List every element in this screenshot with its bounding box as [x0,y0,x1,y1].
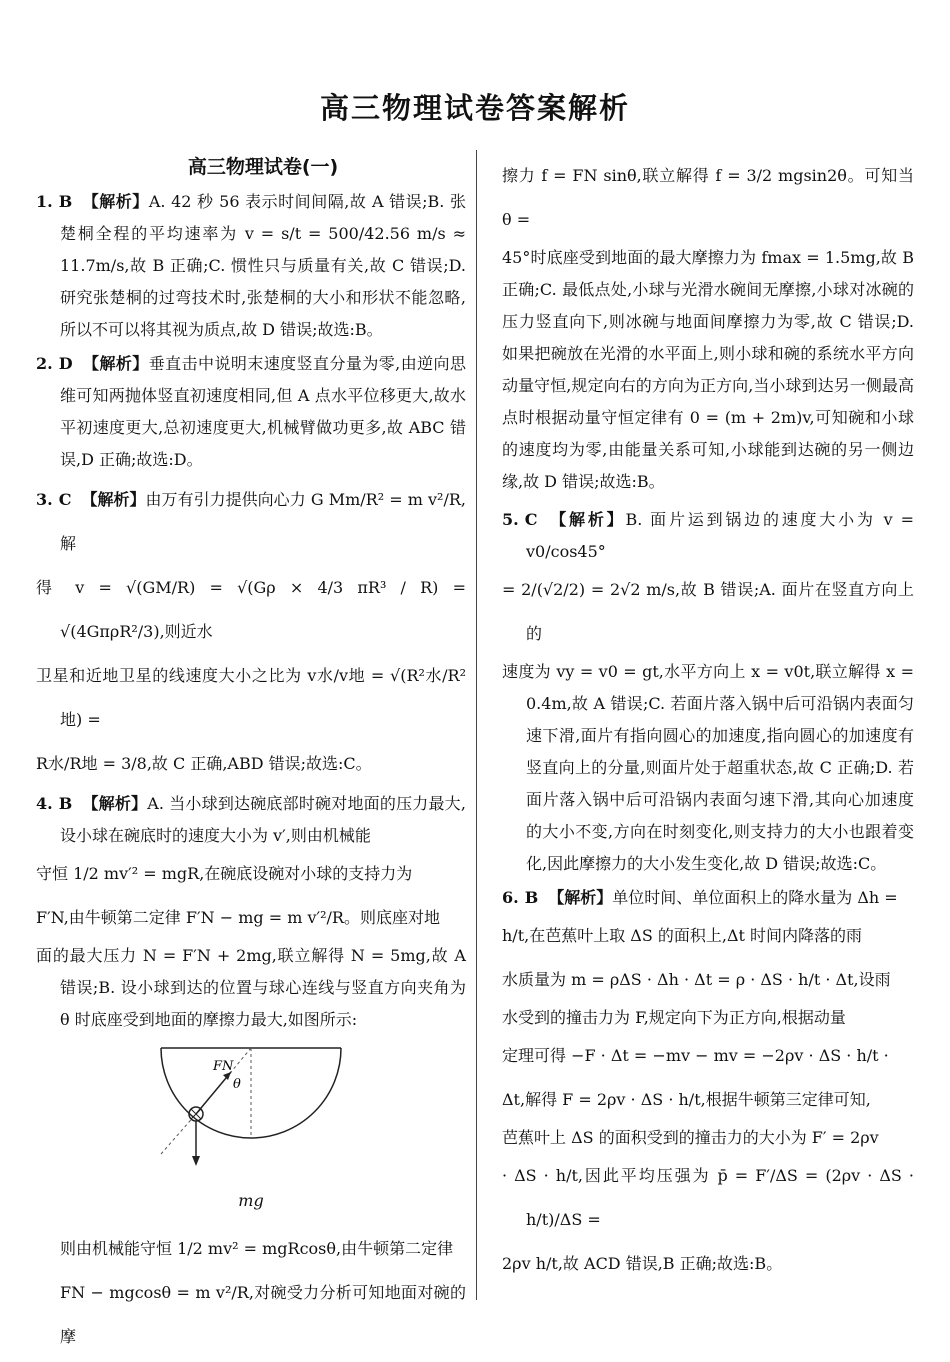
answer-letter: B [58,794,73,813]
question-6 [502,882,914,1286]
normal-force-arrow [196,1072,231,1114]
analysis-line: 面的最大压力 N = F′N + 2mg,联立解得 N = 5mg,故 A 错误;B. 设小球到达的位置与球心连线与竖直方向夹角为 θ 时底座受到地面的摩擦力最大,如图所示: [36,946,466,1029]
answer-letter: C [58,490,72,509]
question-4 [36,788,466,1036]
weight-label: mg [238,1191,264,1210]
question-number: 4. [36,794,53,813]
analysis-line: 则由机械能守恒 1/2 mv² = mgRcosθ,由牛顿第二定律 [60,1239,454,1258]
analysis-line: B. 面片运到锅边的速度大小为 v = v0/cos45° [526,510,914,561]
answer-letter: B [524,888,539,907]
analysis-line: h/t,在芭蕉叶上取 ΔS 的面积上,Δt 时间内降落的雨 [502,926,863,945]
analysis-tag: 【解析】 [548,888,613,907]
analysis-line: 定理可得 −F · Δt = −mv − mv = −2ρv · ΔS · h/t · [502,1046,889,1065]
analysis-line: 水受到的撞击力为 F,规定向下为正方向,根据动量 [502,1008,846,1027]
analysis-line: FN − mgcosθ = m v²/R,对碗受力分析可知地面对碗的摩 [60,1283,466,1346]
question-number: 3. [36,490,53,509]
analysis-tag: 【解析】 [547,510,626,529]
question-3 [36,478,466,786]
analysis-line: A. 当小球到达碗底部时碗对地面的压力最大,设小球在碗底时的速度大小为 v′,则由机械能 [60,794,466,845]
left-column [36,186,466,1361]
question-2 [36,348,466,476]
answer-letter: D [58,354,73,373]
question-4-tail [502,154,914,498]
right-column [502,154,914,1288]
page-title: 高三物理试卷答案解析 [319,91,630,125]
analysis-text: A. 42 秒 56 表示时间间隔,故 A 错误;B. 张楚桐全程的平均速率为 v = s/t = 500/42.56 m/s ≈ 11.7m/s,故 B 正确;C. 惯性只与质量有关,故 C 错误;D. 研究张楚桐的过弯技术时,张楚桐的大小和形状不能忽略,所以不可以将其视为质点,故 D 错误;故选:B。 [60,192,466,339]
analysis-line: 守恒 1/2 mv′² = mgR,在碗底设碗对小球的支持力为 [36,864,413,883]
column-divider [476,150,477,1300]
answer-letter: C [524,510,538,529]
force-diagram [36,1044,466,1217]
analysis-line: 擦力 f = FN sinθ,联立解得 f = 3/2 mgsin2θ。可知当 θ = [502,166,914,229]
analysis-line: R水/R地 = 3/8,故 C 正确,ABD 错误;故选:C。 [36,754,372,773]
analysis-tag: 【解析】 [81,490,146,509]
analysis-line: 45°时底座受到地面的最大摩擦力为 fmax = 1.5mg,故 B 正确;C. 最低点处,小球与光滑水碗间无摩擦,小球对冰碗的压力竖直向下,则冰碗与地面间摩擦力为零,故 C 错误;D. 如果把碗放在光滑的水平面上,则小球和碗的系统水平方向动量守恒,规定向右的方向为正方向,当小球到达另一侧最高点时根据动量守恒定律有 0 = (m + 2m)v,可知碗和小球的速度均为零,由能量关系可知,小球能到达碗的另一侧边缘,故 D 错误;故选:B。 [502,248,914,491]
question-4-continued [36,1227,466,1359]
analysis-line: 速度为 vy = v0 = gt,水平方向上 x = v0t,联立解得 x = 0.4m,故 A 错误;C. 若面片落入锅中后可沿锅内表面匀速下滑,面片有指向圆心的加速度,指向圆心的加速度有竖直向上的分量,则面片处于超重状态,故 C 正确;D. 若面片落入锅中后可沿锅内表面匀速下滑,其向心加速度的大小不变,方向在时刻变化,则支持力的大小也跟着变化,因此摩擦力的大小发生变化,故 D 错误;故选:C。 [502,662,914,873]
analysis-line: 水质量为 m = ρΔS · Δh · Δt = ρ · ΔS · h/t · Δt,设雨 [502,970,891,989]
force-label: FN [213,1059,234,1074]
analysis-line: · ΔS · h/t,因此平均压强为 p̄ = F′/ΔS = (2ρv · ΔS · h/t)/ΔS = [502,1166,914,1229]
question-number: 1. [36,192,53,211]
question-1 [36,186,466,346]
analysis-line: 单位时间、单位面积上的降水量为 Δh = [612,888,898,907]
weight-arrowhead [192,1156,200,1166]
question-number: 6. [502,888,519,907]
analysis-line: = 2/(√2/2) = 2√2 m/s,故 B 错误;A. 面片在竖直方向上的 [502,580,914,643]
extension-line [161,1114,196,1154]
question-number: 5. [502,510,519,529]
analysis-tag: 【解析】 [82,354,149,373]
analysis-line: 得 v = √(GM/R) = √(Gρ × 4/3 πR³ / R) = √(4GπρR²/3),则近水 [36,578,466,641]
analysis-line: 由万有引力提供向心力 G Mm/R² = m v²/R,解 [60,490,466,553]
analysis-line: F′N,由牛顿第二定律 F′N − mg = m v′²/R。则底座对地 [36,908,440,927]
analysis-line: 2ρv h/t,故 ACD 错误,B 正确;故选:B。 [502,1254,783,1273]
section-subtitle: 高三物理试卷(一) [187,156,339,178]
bowl-diagram-svg [151,1044,351,1174]
analysis-tag: 【解析】 [82,192,149,211]
question-5 [502,504,914,880]
analysis-line: Δt,解得 F = 2ρv · ΔS · h/t,根据牛顿第三定律可知, [502,1090,871,1109]
analysis-line: 芭蕉叶上 ΔS 的面积受到的撞击力的大小为 F′ = 2ρv [502,1128,879,1147]
analysis-line: 卫星和近地卫星的线速度大小之比为 v水/v地 = √(R²水/R²地) = [36,666,466,729]
analysis-text: 垂直击中说明末速度竖直分量为零,由逆向思维可知两抛体竖直初速度相同,但 A 点水平位移更大,故水平初速度更大,总初速度更大,机械臂做功更多,故 ABC 错误,D 正确;故选:D。 [60,354,466,469]
question-number: 2. [36,354,53,373]
angle-label: θ [233,1077,241,1092]
answer-letter: B [58,192,73,211]
analysis-tag: 【解析】 [82,794,148,813]
